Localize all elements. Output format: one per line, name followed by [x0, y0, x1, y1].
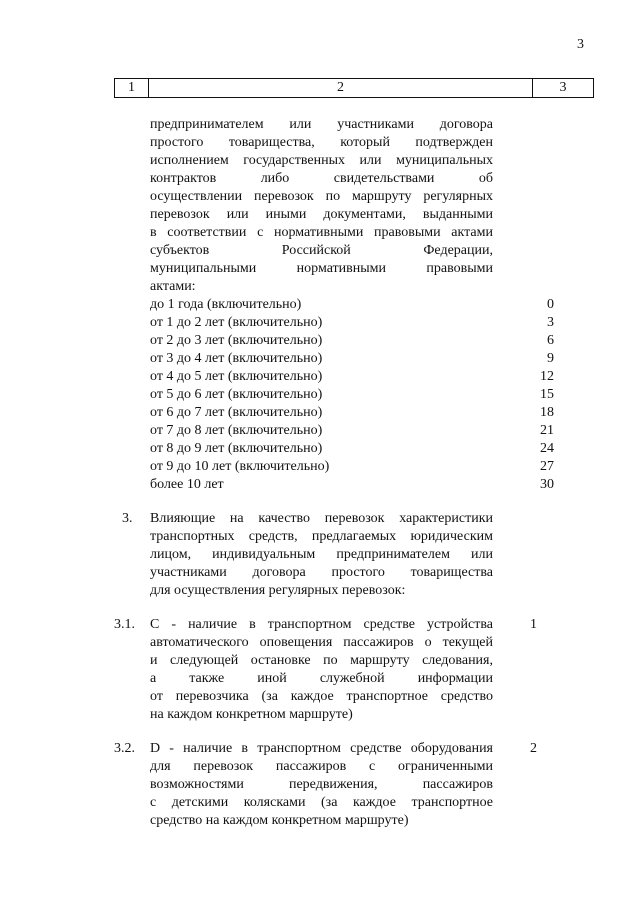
text-line: простого товарищества, который подтвержден	[150, 135, 493, 150]
experience-value: 9	[547, 351, 554, 366]
text-line: на каждом конкретном маршруте)	[150, 707, 353, 722]
section-text	[150, 510, 493, 600]
experience-value: 6	[547, 333, 554, 348]
experience-row	[116, 368, 556, 386]
experience-row	[116, 422, 556, 440]
experience-list	[116, 296, 556, 494]
experience-value: 3	[547, 315, 554, 330]
section-3-1	[116, 616, 556, 724]
document-body	[116, 116, 556, 830]
experience-label: до 1 года (включительно)	[150, 297, 302, 312]
intro-block	[116, 116, 556, 296]
experience-label: от 6 до 7 лет (включительно)	[150, 405, 323, 420]
text-line: D - наличие в транспортном средстве оборудования	[150, 741, 493, 756]
section-3	[116, 510, 556, 600]
text-line: для перевозок пассажиров с ограниченными	[150, 759, 493, 774]
experience-row	[116, 350, 556, 368]
section-number: 3.2.	[114, 741, 135, 756]
text-line: предпринимателем или участниками договора	[150, 117, 493, 132]
text-line: муниципальными нормативными правовыми	[150, 261, 493, 276]
section-3-2	[116, 740, 556, 830]
experience-label: от 5 до 6 лет (включительно)	[150, 387, 323, 402]
section-value: 1	[530, 617, 537, 632]
experience-value: 27	[540, 459, 554, 474]
experience-row	[116, 476, 556, 494]
header-col-3: 3	[533, 79, 594, 97]
text-line: с детскими колясками (за каждое транспортное	[150, 795, 493, 810]
text-line: в соответствии с нормативными правовыми актами	[150, 225, 493, 240]
text-line: транспортных средств, предлагаемых юридическим	[150, 529, 493, 544]
experience-value: 30	[540, 477, 554, 492]
text-line: и следующей остановке по маршруту следования,	[150, 653, 493, 668]
experience-row	[116, 440, 556, 458]
text-line: субъектов Российской Федерации,	[150, 243, 493, 258]
header-col-2: 2	[149, 79, 533, 97]
text-line: лицом, индивидуальным предпринимателем или	[150, 547, 493, 562]
experience-row	[116, 404, 556, 422]
text-line: осуществлении перевозок по маршруту регулярных	[150, 189, 493, 204]
experience-label: от 9 до 10 лет (включительно)	[150, 459, 330, 474]
experience-label: более 10 лет	[150, 477, 224, 492]
text-line: исполнением государственных или муниципальных	[150, 153, 493, 168]
experience-label: от 1 до 2 лет (включительно)	[150, 315, 323, 330]
experience-row	[116, 314, 556, 332]
experience-label: от 2 до 3 лет (включительно)	[150, 333, 323, 348]
experience-row	[116, 332, 556, 350]
text-line: от перевозчика (за каждое транспортное средство	[150, 689, 493, 704]
section-text	[150, 740, 493, 830]
text-line: Влияющие на качество перевозок характеристики	[150, 511, 493, 526]
section-value: 2	[530, 741, 537, 756]
experience-label: от 7 до 8 лет (включительно)	[150, 423, 323, 438]
text-line: С - наличие в транспортном средстве устройства	[150, 617, 493, 632]
experience-label: от 3 до 4 лет (включительно)	[150, 351, 323, 366]
table-header	[114, 78, 594, 98]
header-col-1: 1	[114, 79, 149, 97]
section-number: 3.1.	[114, 617, 135, 632]
text-line: средство на каждом конкретном маршруте)	[150, 813, 409, 828]
experience-label: от 8 до 9 лет (включительно)	[150, 441, 323, 456]
text-line: контрактов либо свидетельствами об	[150, 171, 493, 186]
text-line: возможностями передвижения, пассажиров	[150, 777, 493, 792]
section-text	[150, 616, 493, 724]
section-number: 3.	[122, 511, 133, 526]
text-line: перевозок или иными документами, выданными	[150, 207, 493, 222]
experience-row	[116, 458, 556, 476]
experience-value: 0	[547, 297, 554, 312]
text-line: а также иной служебной информации	[150, 671, 493, 686]
text-line: актами:	[150, 279, 196, 294]
experience-value: 18	[540, 405, 554, 420]
experience-row	[116, 386, 556, 404]
text-line: для осуществления регулярных перевозок:	[150, 583, 406, 598]
text-line: автоматического оповещения пассажиров о текущей	[150, 635, 493, 650]
experience-label: от 4 до 5 лет (включительно)	[150, 369, 323, 384]
intro-text	[150, 116, 493, 296]
experience-value: 12	[540, 369, 554, 384]
experience-value: 24	[540, 441, 554, 456]
experience-value: 15	[540, 387, 554, 402]
text-line: участниками договора простого товарищества	[150, 565, 493, 580]
page-number: 3	[577, 37, 584, 52]
experience-value: 21	[540, 423, 554, 438]
experience-row	[116, 296, 556, 314]
